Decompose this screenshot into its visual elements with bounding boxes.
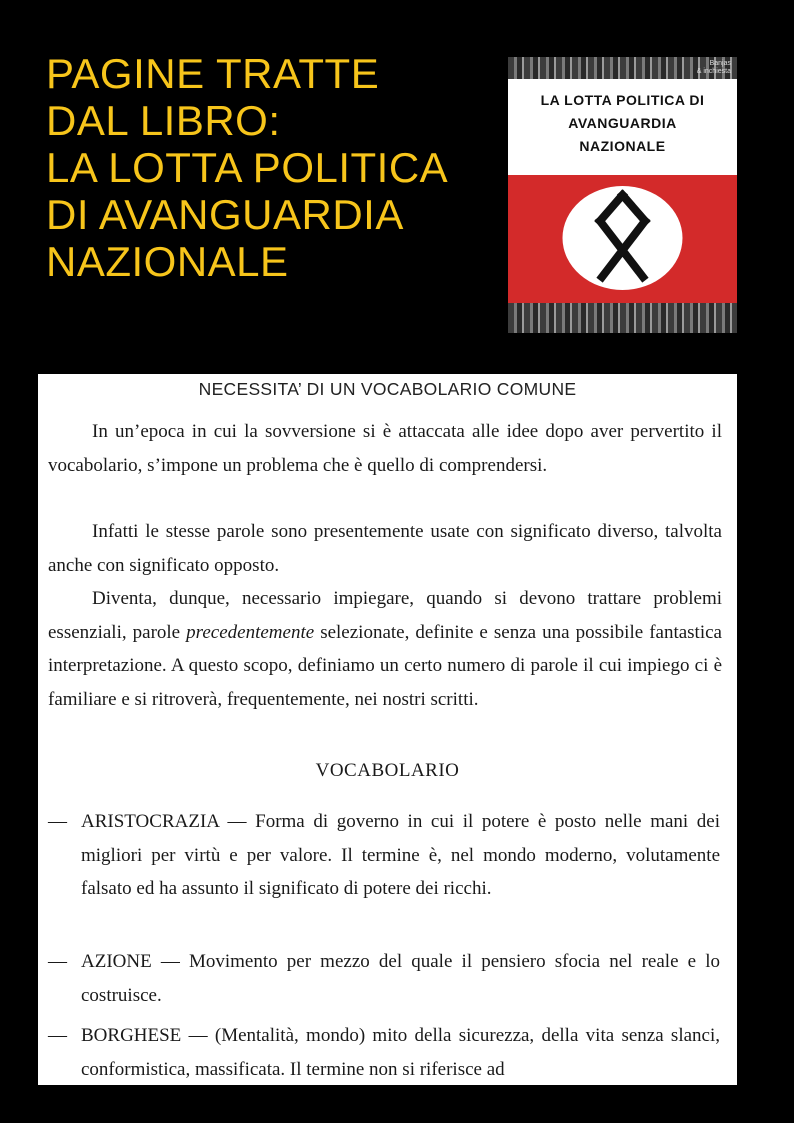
cover-title (508, 89, 737, 158)
entry-definition: — Movimento per mezzo del quale il pensiero sfocia nel reale e lo costruisce. (81, 951, 720, 1006)
scanned-page (38, 374, 737, 1085)
entry-dash: — (48, 811, 67, 832)
headline-line: PAGINE TRATTE (46, 50, 380, 97)
cover-series-label (697, 60, 731, 76)
vocabulary-entry (48, 1019, 720, 1085)
entry-definition: — Forma di governo in cui il potere è posto nelle mani dei migliori per virtù e per valore. Il termine è, nel mondo moderno, volutamente falsato ed ha assunto il significato di potere dei ricchi. (81, 811, 720, 899)
vocabulary-title: VOCABOLARIO (315, 760, 460, 781)
cover-series-line: Banjas (709, 60, 731, 67)
headline-line: DI AVANGUARDIA (46, 191, 404, 238)
vocabulary-entry (48, 945, 720, 1012)
cover-title-line: LA LOTTA POLITICA DI (540, 92, 705, 108)
paragraph (48, 582, 722, 716)
cover-photo-strip-bottom (508, 303, 737, 333)
emphasized-word: precedentemente (186, 621, 315, 643)
vocabulary-entry (48, 805, 720, 906)
headline-line: NAZIONALE (46, 238, 289, 285)
cover-title-line: NAZIONALE (579, 138, 666, 154)
cover-series-line: & inchiesta (696, 68, 731, 75)
paragraph: Infatti le stesse parole sono presentemente usate con significato diverso, talvolta anche con significato opposto. (48, 521, 722, 576)
headline-line: LA LOTTA POLITICA (46, 144, 449, 191)
page-headline (46, 50, 496, 285)
entry-term: ARISTOCRAZIA (81, 811, 219, 832)
paragraph-text: Diventa, dunque, necessario impiegare, quando si devono trattare problemi essenziali, parole (48, 588, 722, 643)
entry-term: BORGHESE (81, 1025, 182, 1046)
entry-term: AZIONE (81, 951, 152, 972)
rune-emblem-icon (561, 185, 684, 291)
paragraph: In un’epoca in cui la sovversione si è attaccata alle idee dopo aver pervertito il vocabolario, s’impone un problema che è quello di comprendersi. (48, 421, 722, 476)
section-heading: NECESSITA’ DI UN VOCABOLARIO COMUNE (198, 379, 577, 399)
paragraph-text: selezionate, definite e senza una possibile fantastica interpretazione. A questo scopo, definiamo un certo numero di parole il cui impiego ci è familiare e si ritroverà, frequentemente, nei nostri scritti. (48, 621, 722, 710)
headline-line: DAL LIBRO: (46, 97, 281, 144)
entry-definition: — (Mentalità, mondo) mito della sicurezza, della vita senza slanci, conformistica, massificata. Il termine non si riferisce ad (81, 1025, 720, 1080)
entry-dash: — (48, 951, 67, 972)
entry-dash: — (48, 1025, 67, 1046)
book-cover (508, 57, 737, 333)
cover-title-line: AVANGUARDIA (568, 115, 677, 131)
